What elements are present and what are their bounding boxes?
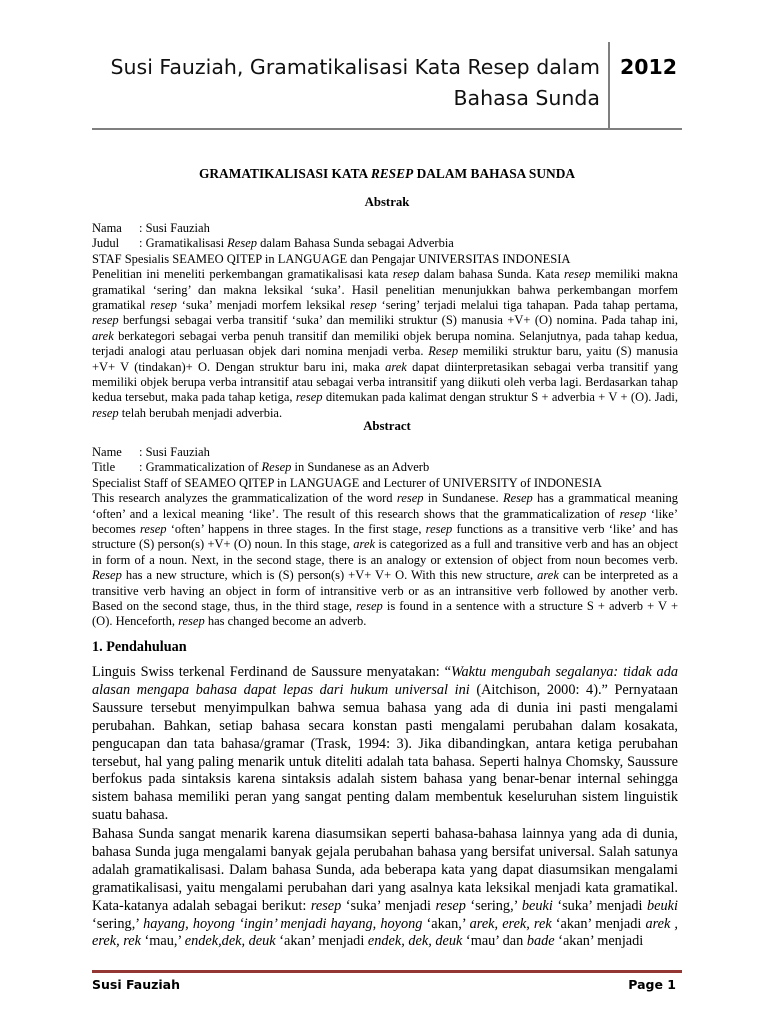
- footer-author: Susi Fauziah: [92, 977, 181, 992]
- abstract-title: Title : Grammaticalization of Resep in Sundanese as an Adverb: [92, 460, 430, 475]
- abstract-block: [92, 445, 678, 630]
- abstract-heading: Abstract: [363, 419, 411, 433]
- abstract-staff: Specialist Staff of SEAMEO QITEP in LANGUAGE and Lecturer of UNIVERSITY of INDONESIA: [92, 475, 602, 490]
- header-title-line1: Susi Fauziah, Gramatikalisasi Kata Resep dalam: [110, 55, 600, 79]
- footer-divider: [92, 970, 682, 973]
- abstrak-heading: Abstrak: [364, 195, 410, 209]
- paper-title-emphasis: RESEP: [370, 166, 414, 181]
- abstrak-staf: STAF Spesialis SEAMEO QITEP in LANGUAGE dan Pengajar UNIVERSITAS INDONESIA: [92, 251, 571, 266]
- header-title-line2: Bahasa Sunda: [453, 86, 600, 110]
- abstrak-judul: Judul : Gramatikalisasi Resep dalam Bahasa Sunda sebagai Adverbia: [92, 236, 454, 251]
- header-divider-vertical: [608, 42, 610, 128]
- abstrak-block: [92, 221, 678, 421]
- abstract-body: This research analyzes the grammaticalization of the word resep in Sundanese. Resep has a grammatical meaning ‘often’ and a lexical meaning ‘like’. The result of this research shows that the grammaticalization of resep ‘like’ becomes resep ‘often’ happens in three stages. In the first stage, resep functions as a transitive verb ‘like’ and has structure (S) person(s) +V+ (O) noun. In this stage, arek is categorized as a full and transitive verb and has an object in form of a noun. Next, in the second stage, there is an analogy or extension of object from noun becomes verb. Resep has a new structure, which is (S) person(s) +V+ V+ O. With this new structure, arek can be interpreted as a transitive verb having an object in form of intransitive verb or as an intransitive verb followed by another verb. Based on the second stage, thus, in the third stage, resep is found in a sentence with a structure S + adverb + V + (O). Henceforth, resep has changed become an adverb.: [92, 491, 678, 629]
- footer-page-number: Page 1: [628, 977, 676, 992]
- paragraph-1: Linguis Swiss terkenal Ferdinand de Saussure menyatakan: “Waktu mengubah segalanya: tidak ada alasan mengapa bahasa dapat lepas dari hukum universal ini (Aitchison, 2000: 4).” Pernyataan Saussure tersebut menyimpulkan bahwa semua bahasa yang ada di dunia ini pasti mengalami perubahan. Bahkan, setiap bahasa secara konstan pasti mengalami perubahan dalam kosakata, pengucapan dan tata bahasa/gramar (Trask, 1994: 3). Jika dibandingkan, antara ketiga perubahan tersebut, hal yang paling menarik untuk diteliti adalah tata bahasa. Seperti halnya Chomsky, Saussure berfokus pada sintaksis karena sintaksis adalah sistem bahasa yang benar-benar internal sehingga sistem bahasa memiliki peran yang sangat penting dalam membentuk keseluruhan sistem linguistik suatu bahasa.: [92, 664, 678, 824]
- abstract-name: Name : Susi Fauziah: [92, 445, 210, 459]
- header-year: 2012: [620, 55, 678, 79]
- abstrak-body: Penelitian ini meneliti perkembangan gramatikalisasi kata resep dalam bahasa Sunda. Kata resep memiliki makna gramatikal ‘sering’ dan makna leksikal ‘suka’. Hasil penelitian menunjukkan bahwa perkembangan morfem gramatikal resep ‘suka’ menjadi morfem leksikal resep ‘sering’ terjadi melalui tiga tahapan. Pada tahap pertama, resep berfungsi sebagai verba transitif ‘suka’ dan memiliki struktur (S) manusia +V+ (O) nomina. Pada tahap ini, arek berkategori sebagai verba penuh transitif dan memiliki objek berupa nomina. Selanjutnya, pada tahap kedua, terjadi analogi atau perluasan objek dari nomina menjadi verba. Resep memiliki struktur baru, yaitu (S) manusia +V+ V (tindakan)+ O. Dengan struktur baru ini, maka arek dapat diinterpretasikan sebagai verba transitif yang memiliki objek berupa verba intransitif atau sebagai verba intransitif yang diikuti oleh verba lagi. Berdasarkan tahap kedua tersebut, maka pada tahap ketiga, resep ditemukan pada kalimat dengan struktur S + adverbia + V + (O). Jadi, resep telah berubah menjadi adverbia.: [92, 267, 678, 420]
- section-heading: 1. Pendahuluan: [92, 639, 187, 655]
- paper-title: GRAMATIKALISASI KATA RESEP DALAM BAHASA SUNDA: [198, 166, 576, 181]
- header-title: [100, 52, 600, 114]
- paragraph-2: Bahasa Sunda sangat menarik karena diasumsikan seperti bahasa-bahasa lainnya yang ada di dunia, bahasa Sunda juga mengalami banyak gejala perubahan bahasa yang bersifat universal. Salah satunya adalah gramatikalisasi. Dalam bahasa Sunda, ada beberapa kata yang dapat diasumsikan mengalami gramatikalisasi, yaitu mengalami perubahan dari yang asalnya kata leksikal menjadi kata gramatikal. Kata-katanya adalah sebagai berikut: resep ‘suka’ menjadi resep ‘sering,’ beuki ‘suka’ menjadi beuki ‘sering,’ hayang, hoyong ‘ingin’ menjadi hayang, hoyong ‘akan,’ arek, erek, rek ‘akan’ menjadi arek , erek, rek ‘mau,’ endek,dek, deuk ‘akan’ menjadi endek, dek, deuk ‘mau’ dan bade ‘akan’ menjadi: [92, 826, 679, 950]
- abstrak-nama: Nama : Susi Fauziah: [92, 221, 210, 235]
- header-divider-horizontal: [92, 128, 682, 130]
